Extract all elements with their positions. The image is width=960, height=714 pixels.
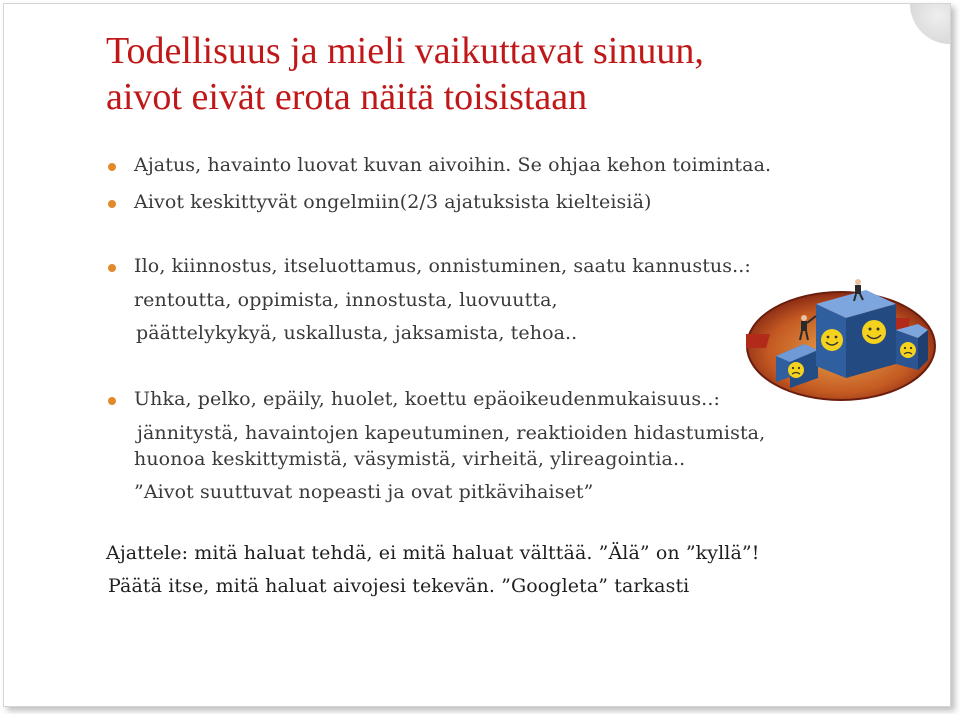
footer-line-1: Ajattele: mitä haluat tehdä, ei mitä haluat välttää. ”Älä” on ”kyllä”!: [106, 542, 760, 564]
smiley-cube-illustration: [746, 274, 936, 402]
bullet-text-4-cont-2: huonoa keskittymistä, väsymistä, virheitä, ylireagointia..: [134, 448, 686, 470]
title-line-2: aivot eivät erota näitä toisistaan: [106, 76, 588, 118]
sad-face-icon: [900, 342, 916, 358]
footer-line-2: Päätä itse, mitä haluat aivojesi tekevän. ”Googleta” tarkasti: [108, 575, 690, 597]
bullet-dot: [108, 200, 116, 208]
bullet-dot: [108, 163, 116, 171]
bullet-text-4-cont-3: ”Aivot suuttuvat nopeasti ja ovat pitkävihaiset”: [134, 481, 594, 503]
bullet-text-4: Uhka, pelko, epäily, huolet, koettu epäoikeudenmukaisuus..:: [134, 388, 720, 410]
slide-title: [106, 28, 704, 120]
smiley-face-icon: [862, 320, 886, 344]
bullet-text-3-cont-2: päättelykykyä, uskallusta, jaksamista, tehoa..: [136, 322, 578, 344]
slide: [3, 3, 951, 707]
bullet-dot: [108, 397, 116, 405]
corner-decoration: [910, 3, 951, 44]
sad-face-icon: [788, 362, 804, 378]
title-line-1: Todellisuus ja mieli vaikuttavat sinuun,: [106, 30, 704, 72]
bullet-dot: [108, 264, 116, 272]
bullet-text-3-cont-1: rentoutta, oppimista, innostusta, luovuutta,: [134, 289, 558, 311]
bullet-text-2: Aivot keskittyvät ongelmiin(2/3 ajatuksista kielteisiä): [134, 191, 652, 213]
smiley-face-icon: [821, 329, 843, 351]
bullet-text-4-cont-1: jännitystä, havaintojen kapeutuminen, reaktioiden hidastumista,: [137, 422, 766, 444]
bullet-text-3: Ilo, kiinnostus, itseluottamus, onnistuminen, saatu kannustus..:: [134, 255, 751, 277]
bullet-text-1: Ajatus, havainto luovat kuvan aivoihin. Se ohjaa kehon toimintaa.: [134, 154, 772, 176]
